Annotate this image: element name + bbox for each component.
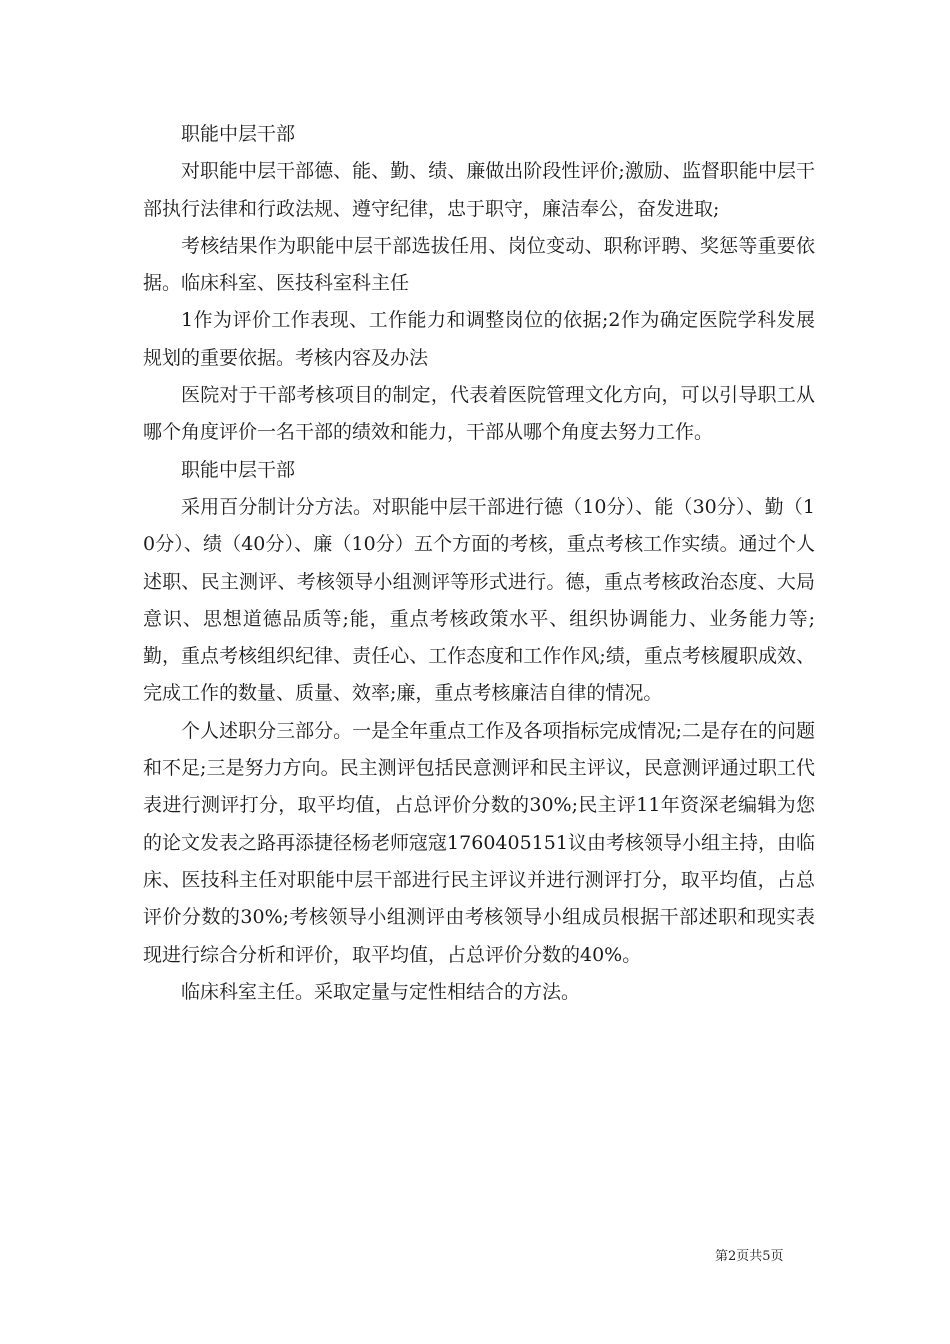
body-paragraph: 医院对于干部考核项目的制定，代表着医院管理文化方向，可以引导职工从哪个角度评价一名干部的绩效和能力，干部从哪个角度去努力工作。 xyxy=(143,384,815,444)
section-heading: 职能中层干部 xyxy=(181,123,296,145)
page-number: 第2页共5页 xyxy=(715,1249,784,1264)
section-heading: 职能中层干部 xyxy=(181,458,296,481)
body-paragraph: 1作为评价工作表现、工作能力和调整岗位的依据;2作为确定医院学科发展规划的重要依据。考核内容及办法 xyxy=(143,309,815,369)
body-paragraph: 临床科室主任。采取定量与定性相结合的方法。 xyxy=(181,980,581,1003)
body-paragraph: 采用百分制计分方法。对职能中层干部进行德（10分）、能（30分）、勤（10分）、绩（40分）、廉（10分）五个方面的考核，重点考核工作实绩。通过个人述职、民主测评、考核领导小组测评等形式进行。德，重点考核政治态度、大局意识、思想道德品质等;能，重点考核政策水平、组织协调能力、业务能力等;勤，重点考核组织纪律、责任心、工作态度和工作作风;绩，重点考核履职成效、完成工作的数量、质量、效率;廉，重点考核廉洁自律的情况。 xyxy=(143,495,815,705)
body-paragraph: 个人述职分三部分。一是全年重点工作及各项指标完成情况;二是存在的问题和不足;三是努力方向。民主测评包括民意测评和民主评议，民意测评通过职工代表进行测评打分，取平均值，占总评价分数的30%;民主评11年资深老编辑为您的论文发表之路再添捷径杨老师寇寇1760405151议由考核领导小组主持，由临床、医技科主任对职能中层干部进行民主评议并进行测评打分，取平均值，占总评价分数的30%;考核领导小组测评由考核领导小组成员根据干部述职和现实表现进行综合分析和评价，取平均值，占总评价分数的40%。 xyxy=(143,719,815,966)
document-body xyxy=(143,116,815,1011)
body-paragraph: 考核结果作为职能中层干部选拔任用、岗位变动、职称评聘、奖惩等重要依据。临床科室、医技科室科主任 xyxy=(143,234,815,295)
body-paragraph: 对职能中层干部德、能、勤、绩、廉做出阶段性评价;激励、监督职能中层干部执行法律和行政法规、遵守纪律，忠于职守，廉洁奉公，奋发进取; xyxy=(143,160,815,220)
